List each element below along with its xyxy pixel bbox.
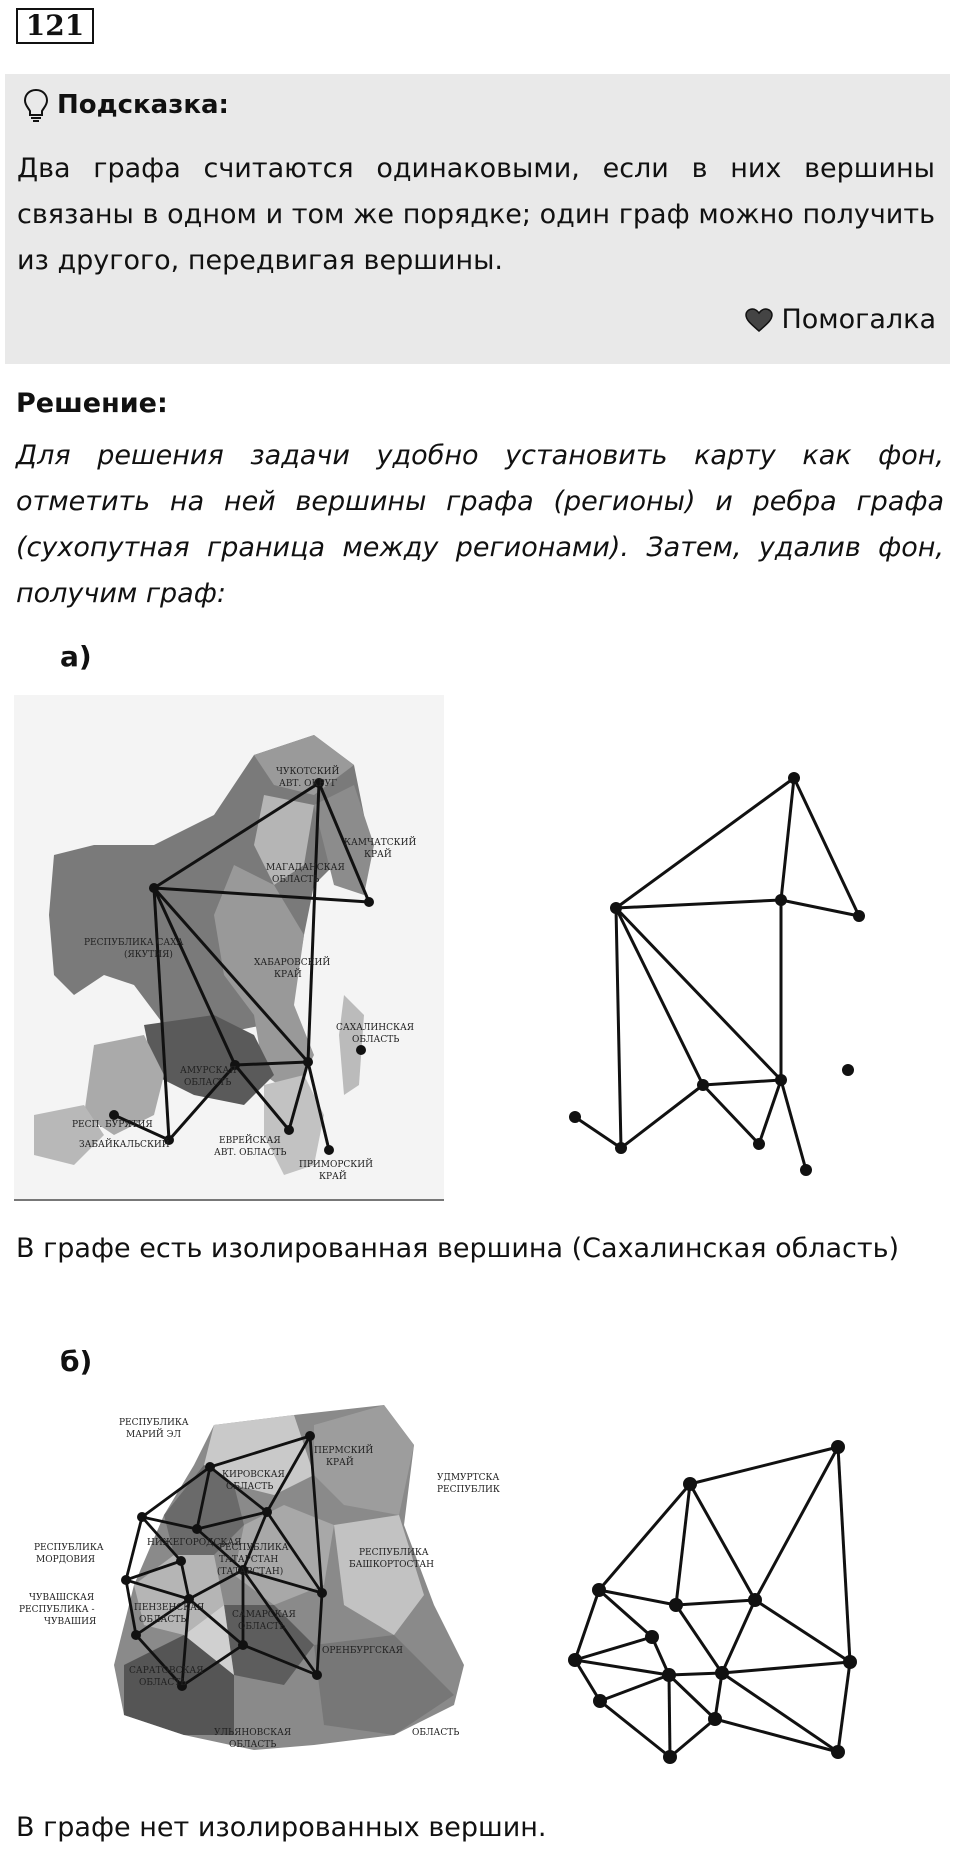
- map-b-label: ОБЛАСТЬ: [139, 1615, 187, 1625]
- hint-source: [745, 304, 936, 335]
- map-b-label: ОБЛАСТЬ: [226, 1482, 274, 1492]
- map-far-east: [14, 695, 444, 1205]
- map-a-label: ХАБАРОВСКИЙ: [254, 958, 331, 968]
- map-b-label: УДМУРТСКА: [437, 1473, 500, 1483]
- map-b-label: ОБЛАСТЬ: [238, 1622, 286, 1632]
- solution-title: Решение:: [16, 388, 168, 419]
- map-b-label: ЧУВАШСКАЯ: [29, 1593, 95, 1603]
- map-a-label: ОБЛАСТЬ: [352, 1035, 400, 1045]
- map-a-label: КРАЙ: [364, 850, 392, 860]
- map-b-label: МОРДОВИЯ: [36, 1555, 96, 1565]
- task-number: 121: [16, 8, 94, 44]
- map-b-label: РЕСПУБЛИКА: [359, 1548, 429, 1558]
- graph-a: [560, 760, 880, 1190]
- map-b-label: ОРЕНБУРГСКАЯ: [322, 1646, 403, 1656]
- map-b-label: УЛЬЯНОВСКАЯ: [214, 1728, 292, 1738]
- part-a-label: а): [60, 640, 92, 673]
- map-b-label: КРАЙ: [326, 1458, 354, 1468]
- map-b-label: РЕСПУБЛИК: [437, 1485, 500, 1495]
- map-b-label: РЕСПУБЛИКА: [119, 1418, 189, 1428]
- part-a-caption: В графе есть изолированная вершина (Сахалинская область): [16, 1233, 900, 1264]
- map-b-label: САРАТОВСКАЯ: [129, 1666, 204, 1676]
- map-a-label: АВТ. ОКРУГ: [279, 779, 338, 789]
- map-a-label: АМУРСКАЯ: [180, 1066, 237, 1076]
- hint-title: Подсказка:: [57, 90, 229, 120]
- map-a-label: ОБЛАСТЬ: [272, 875, 320, 885]
- map-a-label: МАГАДАНСКАЯ: [266, 863, 345, 873]
- map-b-label: БАШКОРТОСТАН: [349, 1560, 435, 1570]
- graph-b: [560, 1430, 880, 1760]
- heart-icon: [745, 308, 773, 332]
- map-a-label: ЗАБАЙКАЛЬСКИЙ: [79, 1140, 170, 1150]
- map-b-label: РЕСПУБЛИКА -: [19, 1605, 95, 1615]
- map-b-label: ПЕРМСКИЙ: [314, 1446, 374, 1456]
- map-a-label: ПРИМОРСКИЙ: [299, 1160, 373, 1170]
- lightbulb-icon: [23, 88, 49, 122]
- map-a-label: РЕСПУБЛИКА САХА: [84, 938, 184, 948]
- map-a-label: ОБЛАСТЬ: [184, 1078, 232, 1088]
- map-b-label: РЕСПУБЛИКА: [34, 1543, 104, 1553]
- map-b-label: САМАРСКАЯ: [232, 1610, 296, 1620]
- solution-text: Для решения задачи удобно установить карту как фон, отметить на ней вершины графа (регионы) и ребра графа (сухопутная граница между регионами). Затем, удалив фон, получим граф:: [16, 440, 944, 609]
- map-b-label: ТАТАРСТАН: [219, 1555, 279, 1565]
- map-b-label: ОБЛАСТЬ: [139, 1678, 187, 1688]
- part-b-label: б): [60, 1345, 93, 1378]
- map-b-label: РЕСПУБЛИКА: [219, 1543, 289, 1553]
- map-volga: [14, 1405, 514, 1765]
- map-a-label: РЕСП. БУРЯТИЯ: [72, 1120, 153, 1130]
- map-b-label: (ТАТАРСТАН): [217, 1567, 284, 1577]
- map-b-label: ОБЛАСТЬ: [229, 1740, 277, 1750]
- part-b-caption: В графе нет изолированных вершин.: [16, 1812, 547, 1843]
- hint-header: [23, 88, 229, 122]
- hint-source-label: Помогалка: [781, 304, 936, 335]
- map-b-label: НИЖЕГОРОДСКАЯ: [147, 1538, 242, 1548]
- map-b-label: МАРИЙ ЭЛ: [126, 1430, 182, 1440]
- map-a-label: КАМЧАТСКИЙ: [344, 838, 417, 848]
- map-a-label: КРАЙ: [319, 1172, 347, 1182]
- hint-box: [5, 74, 950, 364]
- map-b-label: КИРОВСКАЯ: [222, 1470, 285, 1480]
- map-b-label: ЧУВАШИЯ: [44, 1617, 97, 1627]
- map-a-label: ЕВРЕЙСКАЯ: [219, 1136, 281, 1146]
- map-a-label: (ЯКУТИЯ): [124, 950, 173, 960]
- map-b-label: ОБЛАСТЬ: [412, 1728, 460, 1738]
- map-a-label: ЧУКОТСКИЙ: [276, 767, 340, 777]
- map-b-label: ПЕНЗЕНСКАЯ: [134, 1603, 205, 1613]
- map-a-label: АВТ. ОБЛАСТЬ: [214, 1148, 287, 1158]
- hint-text: Два графа считаются одинаковыми, если в них вершины связаны в одном и том же порядке; один граф можно получить из другого, передвигая вершины.: [17, 153, 935, 276]
- map-a-label: КРАЙ: [274, 970, 302, 980]
- map-a-label: САХАЛИНСКАЯ: [336, 1023, 415, 1033]
